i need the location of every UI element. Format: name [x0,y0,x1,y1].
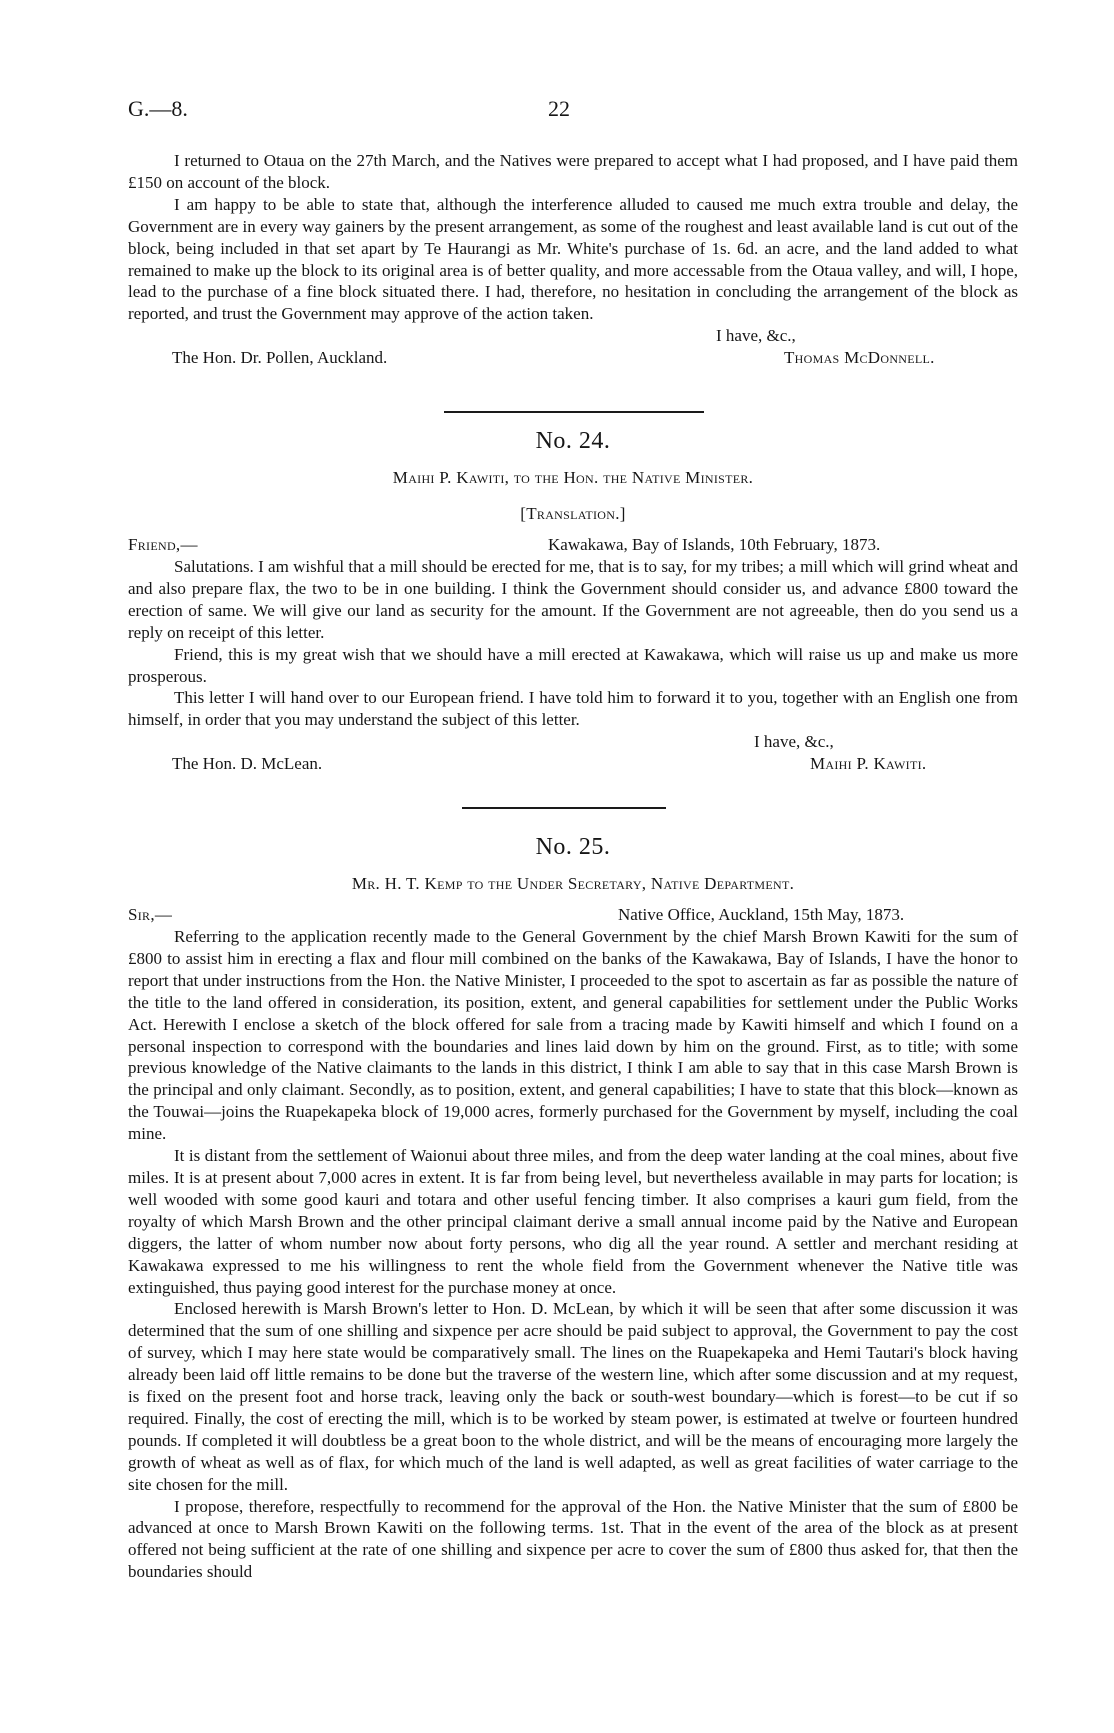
paragraph: I am happy to be able to state that, although the interference alluded to caused me much extra trouble and delay, the Government are in every way gainers by the present arrangement, as some of the roughest and least available land is cut out of the block, being included in that set apart by Te Haurangi as Mr. White's purchase of 1s. 6d. an acre, and the land added to what remained to make up the block to its original area is of better quality, and more accessable from the Otaua valley, and will, I hope, lead to the purchase of a fine block situated there. I had, therefore, no hesitation in concluding the arrangement of the block as reported, and trust the Government may approve of the action taken. [128,194,1018,324]
salutation: Sir,— [128,905,173,924]
closing-row [128,731,1018,753]
place-date: Kawakawa, Bay of Islands, 10th February, 1873. [548,535,881,554]
letter-title: Mr. H. T. Kemp to the Under Secretary, Native Department. [351,874,795,893]
place-date: Native Office, Auckland, 15th May, 1873. [618,905,905,924]
closing: I have, &c., [754,732,834,752]
letter-number: No. 24. [535,428,611,454]
signature: Thomas McDonnell. [784,348,935,368]
letter-continuation [128,150,1018,369]
closing-row [128,325,1018,347]
closing: I have, &c., [716,326,796,346]
translation-note: [Translation.] [520,504,626,523]
addressee: The Hon. D. McLean. [172,754,323,774]
addressee: The Hon. Dr. Pollen, Auckland. [172,348,388,368]
letter-body [128,904,1018,1583]
letter-title: Maihi P. Kawiti, to the Hon. the Native Minister. [392,468,754,487]
signature: Maihi P. Kawiti. [810,754,927,774]
signature-row [128,347,1018,369]
letter-number: No. 25. [535,834,611,860]
section-divider [444,411,704,413]
paragraph: Referring to the application recently made to the General Government by the chief Marsh Brown Kawiti for the sum of £800 to assist him in erecting a flax and flour mill combined on the banks of the Kawakawa, Bay of Islands, I have the honor to report that under instructions from the Hon. the Native Minister, I proceeded to the spot to ascertain as far as possible the nature of the title to the land offered in consideration, its position, extent, and general capabilities for settlement under the Public Works Act. Herewith I enclose a sketch of the block offered for sale from a tracing made by Kawiti himself and which I found on a personal inspection to correspond with the boundaries and lines laid down by him on the ground. First, as to title; with some previous knowledge of the Native claimants to the lands in this district, I think I am able to say that in this case Marsh Brown is the principal and only claimant. Secondly, as to position, extent, and general capabilities; I have to state that this block—known as the Touwai—joins the Ruapekapeka block of 19,000 acres, formerly purchased for the Government by myself, including the coal mine. [128,927,1018,1144]
salutation-row [128,904,1018,926]
document-reference: G.—8. [128,96,188,121]
letter-body [128,534,1018,775]
paragraph: I returned to Otaua on the 27th March, and the Natives were prepared to accept what I had proposed, and I have paid them £150 on account of the block. [128,151,1018,192]
page-number: 22 [548,96,570,121]
section-divider [462,807,666,809]
paragraph: It is distant from the settlement of Waionui about three miles, and from the deep water landing at the coal mines, about five miles. It is at present about 7,000 acres in extent. It is far from being level, but nevertheless available in may parts for location; is well wooded with some good kauri and totara and other useful fencing timber. It also comprises a kauri gum field, from the royalty of which Marsh Brown and the other principal claimant derive a small annual income paid by the Native and European diggers, the latter of whom number now about forty persons, who dig all the year round. A settler and merchant residing at Kawakawa expressed to me his willingness to rent the whole field from the Government whenever the Native title was extinguished, thus paying good interest for the purchase money at once. [128,1146,1018,1297]
paragraph: Salutations. I am wishful that a mill should be erected for me, that is to say, for my tribes; a mill which will grind wheat and and also prepare flax, the two to be in one building. I think the Government should consider us, and advance £800 toward the erection of same. We will give our land as security for the amount. If the Government are not agreeable, then do you send us a reply on receipt of this letter. [128,557,1018,642]
paragraph: Friend, this is my great wish that we should have a mill erected at Kawakawa, which will raise us up and make us more prosperous. [128,644,1018,686]
salutation-row [128,534,1018,556]
paragraph: Enclosed herewith is Marsh Brown's letter to Hon. D. McLean, by which it will be seen that after some discussion it was determined that the sum of one shilling and sixpence per acre should be paid subject to approval, the Government to pay the cost of survey, which I may here state would be comparatively small. The lines on the Ruapekapeka and Hemi Tautari's block having already been laid off little remains to be done but the traverse of the western line, which after some discussion and at my request, is fixed on the present foot and horse track, leaving only the back or south-west boundary—which is forest—to be cut if so required. Finally, the cost of erecting the mill, which is to be worked by steam power, is estimated at twelve or fourteen hundred pounds. If completed it will doubtless be a great boon to the whole district, and will be the means of encouraging more largely the growth of wheat as well as of flax, for which much of the land is well adapted, as well as great facilities of water carriage to the site chosen for the mill. [128,1299,1018,1494]
salutation: Friend,— [128,535,198,554]
paragraph: This letter I will hand over to our European friend. I have told him to forward it to you, together with an English one from himself, in order that you may understand the subject of this letter. [128,688,1018,730]
paragraph: I propose, therefore, respectfully to recommend for the approval of the Hon. the Native Minister that the sum of £800 be advanced at once to Marsh Brown Kawiti on the following terms. 1st. That in the event of the area of the block as at present offered not being sufficient at the rate of one shilling and sixpence per acre to cover the sum of £800 thus asked for, that then the boundaries should [128,1496,1018,1582]
signature-row [128,753,1018,775]
